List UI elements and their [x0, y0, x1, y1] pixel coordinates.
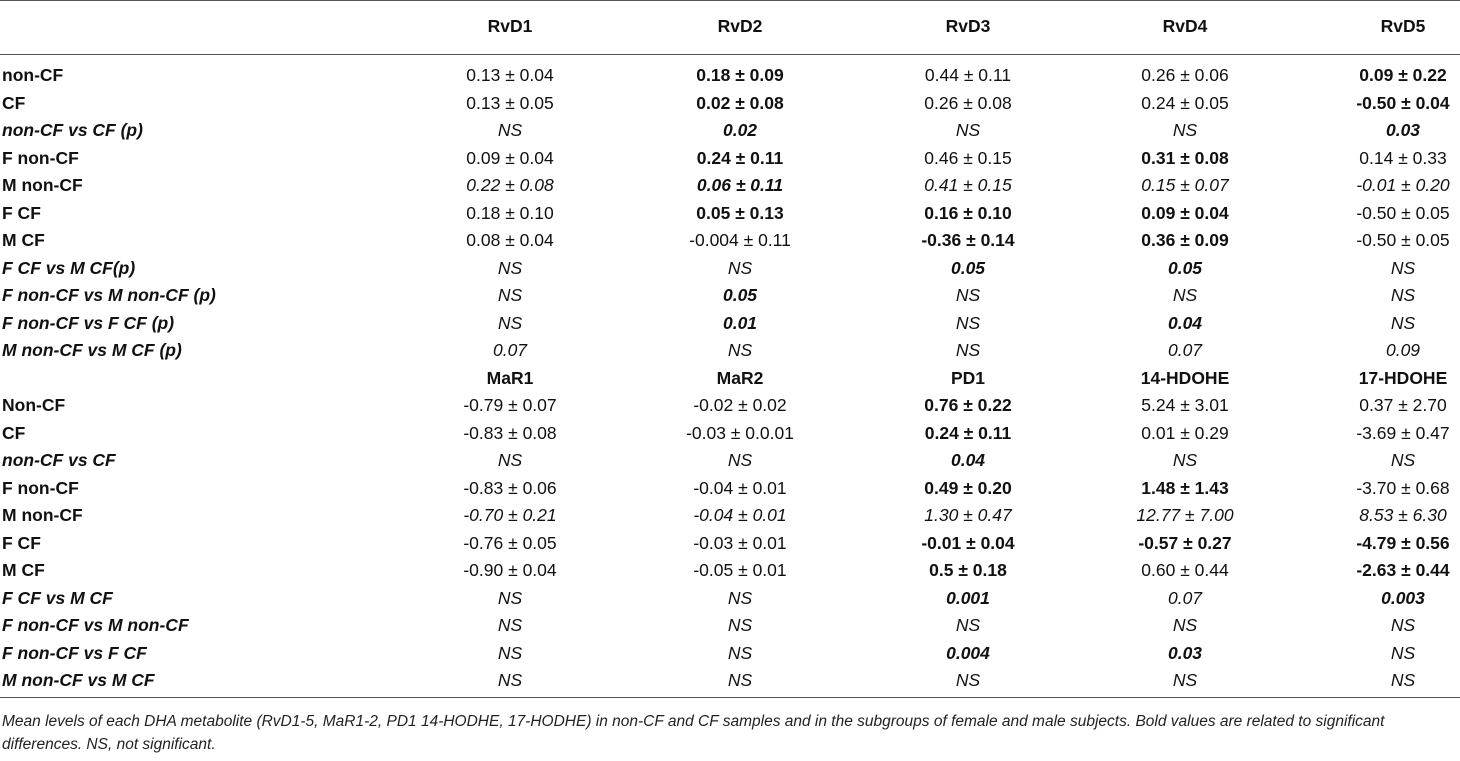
table-cell: -0.004 ± 0.11 [689, 230, 791, 250]
table-row [0, 200, 1460, 228]
table-cell: NS [955, 312, 981, 333]
row-label: M CF [2, 230, 45, 250]
table-cell: 0.76 ± 0.22 [924, 395, 1012, 415]
header-cell-rvd4: RvD4 [1162, 16, 1208, 36]
table-cell: 0.60 ± 0.44 [1141, 560, 1229, 580]
table-cell: 0.03 [1385, 120, 1421, 140]
table-cell: -0.50 ± 0.04 [1356, 92, 1450, 113]
table-row [0, 585, 1460, 613]
table-bottom-rule [0, 697, 1460, 698]
table-cell: -0.03 ± 0.01 [693, 532, 787, 553]
table-caption: Mean levels of each DHA metabolite (RvD1-5, MaR1-2, PD1 14-HODHE, 17-HODHE) in non-CF and CF samples and in the subgroups of female and male subjects. Bold values are related to significant differences. NS, not significant. [2, 713, 1385, 753]
table-cell: NS [727, 587, 753, 608]
subheader-cell: MaR2 [716, 367, 764, 388]
table-cell: 0.24 ± 0.11 [924, 422, 1012, 443]
table-cell: 0.31 ± 0.08 [1141, 147, 1229, 168]
header-cell-corner [2, 13, 402, 41]
table-cell: -0.79 ± 0.07 [463, 395, 557, 415]
table-cell: 0.13 ± 0.04 [466, 65, 554, 85]
table-cell: 0.44 ± 0.11 [924, 65, 1012, 85]
table-cell: -0.83 ± 0.06 [463, 477, 557, 498]
table-cell: 0.05 ± 0.13 [696, 202, 784, 223]
row-label: M non-CF [2, 175, 83, 195]
row-label: M non-CF [2, 505, 83, 525]
row-label: Non-CF [2, 395, 66, 415]
row-label: M non-CF vs M CF [2, 670, 155, 690]
table-cell: 0.03 [1167, 642, 1203, 663]
table-cell: 0.14 ± 0.33 [1359, 147, 1447, 168]
table-row [0, 420, 1460, 448]
table-row [0, 667, 1460, 695]
table-cell: NS [727, 670, 753, 690]
table-cell: -3.70 ± 0.68 [1356, 477, 1450, 498]
subheader-cell: MaR1 [486, 367, 534, 388]
table-row [0, 530, 1460, 558]
table-cell: NS [955, 670, 981, 690]
table-cell: 0.5 ± 0.18 [929, 560, 1007, 580]
table-row [0, 475, 1460, 503]
table-cell: 8.53 ± 6.30 [1359, 505, 1447, 525]
row-label: F CF [2, 532, 41, 553]
table-row [0, 502, 1460, 530]
table-cell: NS [1390, 670, 1416, 690]
row-label: F non-CF vs F CF (p) [2, 312, 175, 333]
table-cell: NS [497, 312, 523, 333]
table-cell: NS [497, 587, 523, 608]
table-header-row [0, 13, 1460, 41]
header-cell-rvd2: RvD2 [717, 16, 763, 36]
table-cell: 0.08 ± 0.04 [466, 230, 554, 250]
table-row [0, 145, 1460, 173]
table-cell: NS [1390, 615, 1416, 635]
table-cell: NS [1390, 312, 1416, 333]
table-cell: 0.004 [946, 642, 990, 663]
table-row [0, 227, 1460, 255]
table-cell: -0.02 ± 0.02 [693, 395, 787, 415]
table-cell: 0.49 ± 0.20 [924, 477, 1012, 498]
table-cell: NS [1172, 615, 1198, 635]
row-label: non-CF [2, 65, 64, 85]
table-row [0, 612, 1460, 640]
table-cell: -0.50 ± 0.05 [1356, 230, 1450, 250]
table-row [0, 447, 1460, 475]
table-cell: 0.36 ± 0.09 [1141, 230, 1229, 250]
table-cell: NS [955, 285, 981, 305]
table-cell: 0.41 ± 0.15 [924, 175, 1012, 195]
table-cell: 0.09 ± 0.04 [466, 147, 554, 168]
table-row [0, 172, 1460, 200]
table-cell: NS [727, 450, 753, 470]
table-cell: 0.04 [1167, 312, 1203, 333]
subheader-cell: 17-HDOHE [1358, 367, 1448, 388]
table-cell: -0.50 ± 0.05 [1356, 202, 1450, 223]
row-label: non-CF vs CF (p) [2, 120, 143, 140]
table-cell: NS [497, 670, 523, 690]
table-cell: 0.01 [722, 312, 758, 333]
table-cell: 0.003 [1381, 587, 1425, 608]
table-row [0, 337, 1460, 365]
table-cell: 0.02 ± 0.08 [696, 92, 784, 113]
row-label: F non-CF vs F CF [2, 642, 147, 663]
table-cell: 0.26 ± 0.06 [1141, 65, 1229, 85]
table-cell: NS [955, 120, 981, 140]
table-cell: 0.07 [492, 340, 528, 360]
table-cell: 0.26 ± 0.08 [924, 92, 1012, 113]
table-cell: 1.30 ± 0.47 [924, 505, 1012, 525]
table-row [0, 255, 1460, 283]
table-cell: 12.77 ± 7.00 [1136, 505, 1234, 525]
table-cell: 0.16 ± 0.10 [924, 202, 1012, 223]
table-cell: NS [727, 642, 753, 663]
table-cell: -0.57 ± 0.27 [1138, 532, 1232, 553]
header-cell-rvd1: RvD1 [487, 16, 533, 36]
row-label: CF [2, 422, 26, 443]
table-cell: NS [727, 257, 753, 278]
row-label: F CF [2, 202, 41, 223]
row-label: F non-CF [2, 147, 79, 168]
header-cell-rvd5: RvD5 [1380, 16, 1426, 36]
table-cell: 0.05 [1167, 257, 1203, 278]
table-cell: NS [497, 642, 523, 663]
table-cell: 5.24 ± 3.01 [1141, 395, 1229, 415]
table-cell: 0.46 ± 0.15 [924, 147, 1012, 168]
table-cell: -3.69 ± 0.47 [1356, 422, 1450, 443]
table-cell: NS [497, 120, 523, 140]
table-cell: NS [497, 450, 523, 470]
table-cell: 0.04 [950, 450, 986, 470]
table-row [0, 310, 1460, 338]
table-top-rule [0, 0, 1460, 1]
table-cell: 0.05 [722, 285, 758, 305]
row-label: F non-CF vs M non-CF [2, 615, 189, 635]
row-label [2, 365, 402, 393]
table-cell: 0.06 ± 0.11 [696, 175, 784, 195]
table-cell: NS [1172, 285, 1198, 305]
table-cell: 0.18 ± 0.09 [696, 65, 784, 85]
table-cell: NS [1172, 670, 1198, 690]
table-cell: 0.37 ± 2.70 [1359, 395, 1447, 415]
table-row [0, 90, 1460, 118]
table-row [0, 117, 1460, 145]
row-label: non-CF vs CF [2, 450, 116, 470]
table-row [0, 62, 1460, 90]
table-cell: NS [1390, 257, 1416, 278]
table-cell: 1.48 ± 1.43 [1141, 477, 1229, 498]
row-label: F CF vs M CF [2, 587, 113, 608]
subheader-cell: 14-HDOHE [1140, 367, 1230, 388]
table-cell: -0.70 ± 0.21 [463, 505, 557, 525]
table-cell: -0.36 ± 0.14 [921, 230, 1015, 250]
table-cell: -0.01 ± 0.04 [921, 532, 1015, 553]
table-cell: -0.04 ± 0.01 [693, 505, 787, 525]
table-cell: NS [955, 615, 981, 635]
table-header-rule [0, 54, 1460, 55]
table-cell: NS [497, 285, 523, 305]
table-cell: 0.09 [1385, 340, 1421, 360]
row-label: M non-CF vs M CF (p) [2, 340, 182, 360]
table-cell: 0.18 ± 0.10 [466, 202, 554, 223]
table-cell: 0.13 ± 0.05 [466, 92, 554, 113]
table-cell: 0.24 ± 0.11 [696, 147, 784, 168]
table-cell: NS [497, 257, 523, 278]
subheader-cell: PD1 [950, 367, 986, 388]
table-cell: 0.001 [946, 587, 990, 608]
table-cell: NS [497, 615, 523, 635]
table-cell: 0.15 ± 0.07 [1141, 175, 1229, 195]
table-cell: 0.07 [1167, 587, 1203, 608]
table-cell: -4.79 ± 0.56 [1356, 532, 1450, 553]
table-cell: 0.24 ± 0.05 [1141, 92, 1229, 113]
row-label: F CF vs M CF(p) [2, 257, 136, 278]
table-row [0, 557, 1460, 585]
table-cell: -0.90 ± 0.04 [463, 560, 557, 580]
table-row [0, 640, 1460, 668]
table-row [0, 392, 1460, 420]
table-cell: 0.07 [1167, 340, 1203, 360]
row-label: F non-CF [2, 477, 79, 498]
table-cell: 0.09 ± 0.22 [1359, 65, 1447, 85]
row-label: CF [2, 92, 26, 113]
table-cell: -0.03 ± 0.0.01 [686, 422, 794, 443]
subheader-row [0, 365, 1460, 393]
table-cell: -0.04 ± 0.01 [693, 477, 787, 498]
table-cell: NS [1172, 120, 1198, 140]
table-cell: NS [1172, 450, 1198, 470]
row-label: F non-CF vs M non-CF (p) [2, 285, 216, 305]
table-cell: -0.83 ± 0.08 [463, 422, 557, 443]
table-cell: NS [727, 615, 753, 635]
row-label: M CF [2, 560, 45, 580]
table-cell: -2.63 ± 0.44 [1356, 560, 1450, 580]
table-cell: NS [1390, 285, 1416, 305]
header-cell-rvd3: RvD3 [945, 16, 991, 36]
table-cell: 0.22 ± 0.08 [466, 175, 554, 195]
table-cell: 0.05 [950, 257, 986, 278]
table-cell: -0.76 ± 0.05 [463, 532, 557, 553]
table-cell: -0.01 ± 0.20 [1356, 175, 1450, 195]
table-cell: -0.05 ± 0.01 [693, 560, 787, 580]
table-cell: NS [727, 340, 753, 360]
table-cell: NS [955, 340, 981, 360]
table-cell: 0.01 ± 0.29 [1141, 422, 1229, 443]
table-cell: NS [1390, 642, 1416, 663]
table-cell: 0.02 [722, 120, 758, 140]
table-row [0, 282, 1460, 310]
table-cell: NS [1390, 450, 1416, 470]
table-cell: 0.09 ± 0.04 [1141, 202, 1229, 223]
